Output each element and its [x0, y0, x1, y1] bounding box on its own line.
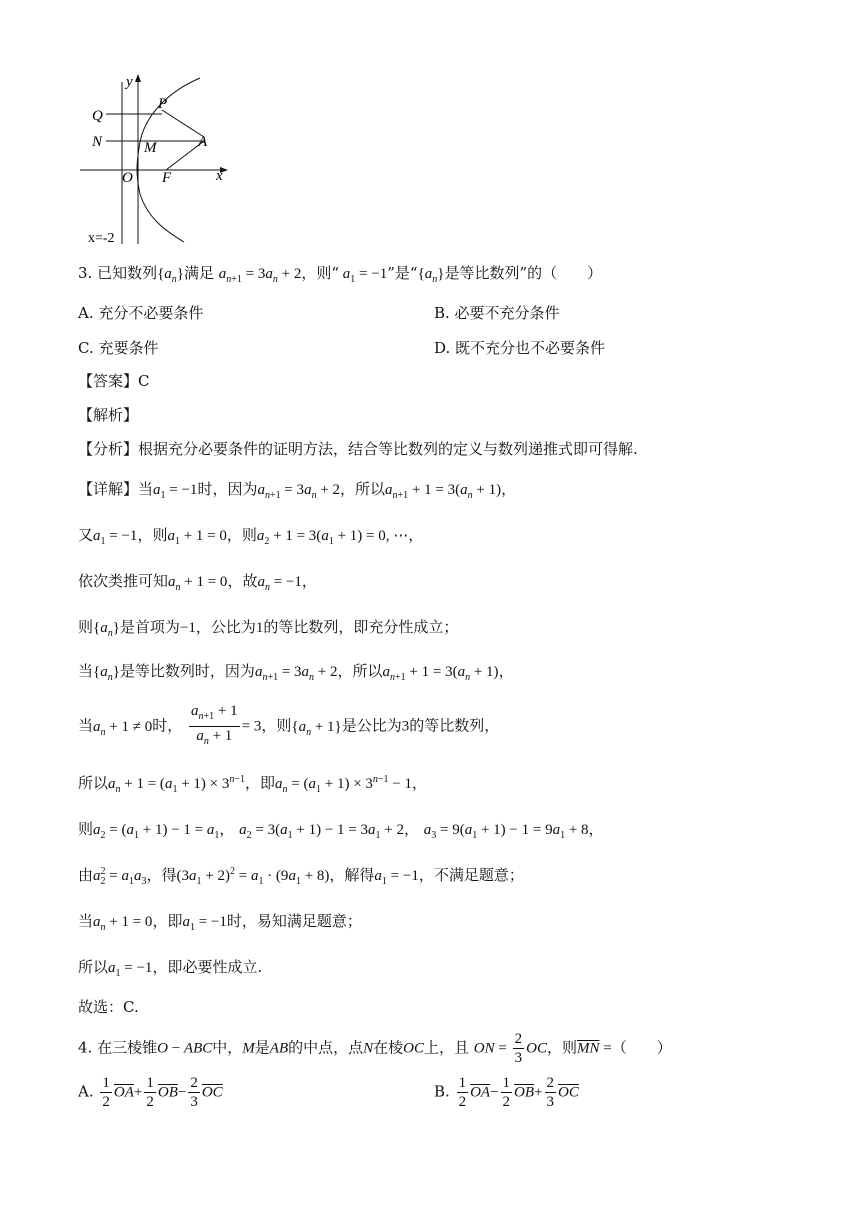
q4-option-A: A. $\frac{1}{2}$ $\overline{OA}+$ $\frac{1}{2}$ $\overline{OB}-$ $\frac{2}{3}$ $\overline{OC}$ [78, 1075, 223, 1110]
line-PA [162, 110, 204, 137]
y-axis-arrow [135, 74, 141, 82]
q3-detail-line7: 所以$a_n + 1 = (a_1 + 1) \times 3^{n-1}$，即$a_n = (a_1 + 1) \times 3^{n-1} - 1$， [78, 774, 428, 795]
parabola-curve [137, 78, 200, 242]
label-directrix: x=-2 [88, 231, 115, 246]
q3-analysis-head: 【解析】 [78, 406, 139, 424]
label-P: P [158, 96, 168, 112]
q3-stem-prefix: 3. 已知数列 [78, 264, 158, 282]
q4-option-B: B. $\frac{1}{2}$ $\overline{OA}-$ $\frac{1}{2}$ $\overline{OB}+$ $\frac{2}{3}$ $\overline{OC}$ [434, 1075, 579, 1110]
label-x: x [216, 168, 223, 184]
q4-stem: 4. 在三棱锥O − ABC中，M是AB的中点，点N在棱OC上，且 ON = $\frac{2}{3}$ OC，则$\overline{MN}$ =（ ） [78, 1031, 672, 1066]
q3-fenxi: 【分析】根据充分必要条件的证明方法，结合等比数列的定义与数列递推式即可得解. [78, 440, 638, 458]
q3-stem-end: 是等比数列”的（ ） [444, 264, 603, 282]
q3-detail-line8: 则$a_2 = (a_1 + 1) - 1 = a_1$， $a_2 = 3(a_1 + 1) - 1 = 3a_1 + 2$， $a_3 = 9(a_1 + 1) - 1 = 9a_1 + 8$， [78, 820, 604, 841]
q3-detail-line1: 【详解】当$a_1 = -1$时，因为$a_{n+1} = 3a_n + 2$，所以$a_{n+1} + 1 = 3(a_n + 1)$， [78, 480, 517, 501]
label-N: N [92, 134, 103, 150]
q3-stem-is: ”是“ [387, 264, 418, 282]
label-Q: Q [92, 108, 103, 124]
label-y: y [126, 74, 133, 90]
q3-option-C: C. 充要条件 [78, 339, 159, 357]
label-A: A [198, 134, 208, 150]
label-F: F [162, 170, 172, 186]
q3-stem-then: ，则“ [301, 264, 340, 282]
label-O: O [122, 170, 133, 186]
q3-answer: 【答案】C [78, 372, 150, 390]
q3-detail-line6: 当$a_n + 1 \ne 0$时， $\frac{a_{n+1} + 1}{a_n + 1}$ = 3，则$\{a_n + 1\}$是公比为3的等比数列， [78, 703, 500, 747]
q3-detail-line3: 依次类推可知$a_n + 1 = 0$，故$a_n = -1$， [78, 572, 317, 593]
parabola-figure [76, 72, 236, 252]
q3-stem: 3. 已知数列$\{a_n\}$满足 $a_{n+1} = 3a_n + 2$，则“ $a_1 = -1$”是“$\{a_n\}$是等比数列”的（ ） [78, 264, 603, 285]
q3-option-B: B. 必要不充分条件 [434, 304, 560, 322]
label-M: M [144, 140, 157, 156]
q3-detail-line9: 由$a_2^2 = a_1a_3$，得$(3a_1 + 2)^2 = a_1 \cdot (9a_1 + 8)$，解得$a_1 = -1$，不满足题意； [78, 866, 524, 887]
q3-detail-line4: 则$\{a_n\}$是首项为−1，公比为1的等比数列，即充分性成立； [78, 618, 459, 639]
q3-detail-line5: 当$\{a_n\}$是等比数列时，因为$a_{n+1} = 3a_n + 2$，所以$a_{n+1} + 1 = 3(a_n + 1)$， [78, 662, 514, 683]
q3-detail-line11: 所以$a_1 = -1$，即必要性成立. [78, 958, 263, 979]
q3-choose: 故选：C. [78, 998, 139, 1016]
q3-stem-mid: 满足 [184, 264, 215, 282]
q3-detail-line2: 又$a_1 = -1$，则$a_1 + 1 = 0$，则$a_2 + 1 = 3(a_1 + 1) = 0$, ⋯， [78, 526, 424, 547]
q3-detail-line10: 当$a_n + 1 = 0$，即$a_1 = -1$时，易知满足题意； [78, 912, 362, 933]
q3-option-A: A. 充分不必要条件 [78, 304, 204, 322]
q3-option-D: D. 既不充分也不必要条件 [434, 339, 606, 357]
